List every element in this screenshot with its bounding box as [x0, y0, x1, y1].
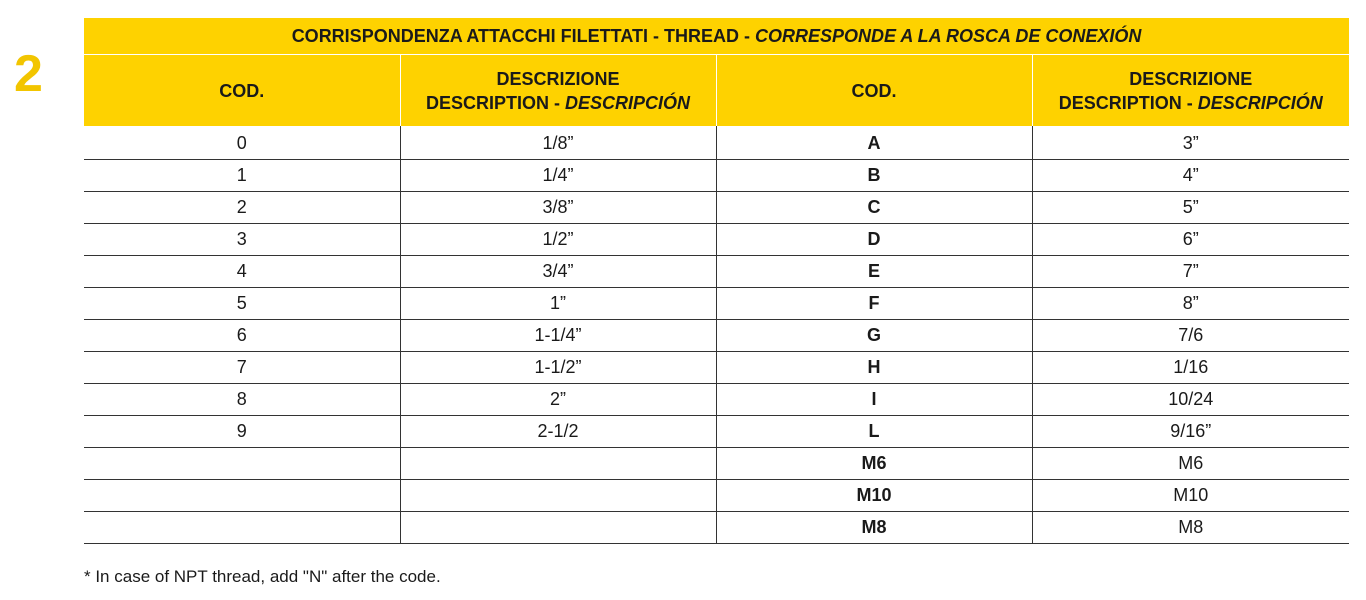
- description-left-cell: 1-1/2”: [400, 352, 716, 384]
- table-row: [84, 320, 1349, 352]
- table-row: [84, 352, 1349, 384]
- description-right-cell: 4”: [1032, 160, 1349, 192]
- table-row: [84, 288, 1349, 320]
- code-right-cell: F: [716, 288, 1032, 320]
- header-code-right: COD.: [716, 55, 1032, 127]
- header-desc-line1: DESCRIZIONE: [1129, 68, 1253, 89]
- code-right-cell: B: [716, 160, 1032, 192]
- table-row: [84, 126, 1349, 160]
- description-right-cell: 5”: [1032, 192, 1349, 224]
- table-body: [84, 126, 1349, 544]
- description-left-cell: 1/8”: [400, 126, 716, 160]
- table-row: [84, 192, 1349, 224]
- table-header-row: [84, 55, 1349, 127]
- header-desc-line2: [401, 91, 716, 115]
- code-right-cell: M10: [716, 480, 1032, 512]
- code-right-cell: A: [716, 126, 1032, 160]
- code-left-cell: 2: [84, 192, 400, 224]
- table-row: [84, 480, 1349, 512]
- table-row: [84, 384, 1349, 416]
- code-left-cell: 4: [84, 256, 400, 288]
- code-left-cell: 8: [84, 384, 400, 416]
- table-row: [84, 416, 1349, 448]
- description-left-cell: 2”: [400, 384, 716, 416]
- description-right-cell: 7/6: [1032, 320, 1349, 352]
- section-number: 2: [14, 45, 43, 103]
- description-right-cell: M10: [1032, 480, 1349, 512]
- footnote: * In case of NPT thread, add "N" after the code.: [84, 567, 441, 586]
- description-right-cell: 8”: [1032, 288, 1349, 320]
- description-left-cell: 3/4”: [400, 256, 716, 288]
- description-left-cell: [400, 512, 716, 544]
- table-title-main: CORRISPONDENZA ATTACCHI FILETTATI - THREAD -: [291, 25, 755, 46]
- code-left-cell: [84, 480, 400, 512]
- description-left-cell: 1-1/4”: [400, 320, 716, 352]
- description-left-cell: [400, 480, 716, 512]
- description-right-cell: M8: [1032, 512, 1349, 544]
- description-left-cell: 3/8”: [400, 192, 716, 224]
- table-row: [84, 512, 1349, 544]
- description-left-cell: 2-1/2: [400, 416, 716, 448]
- table-row: [84, 256, 1349, 288]
- code-right-cell: M8: [716, 512, 1032, 544]
- table-title-italic: CORRESPONDE A LA ROSCA DE CONEXIÓN: [754, 25, 1142, 46]
- table-row: [84, 160, 1349, 192]
- code-right-cell: I: [716, 384, 1032, 416]
- code-left-cell: [84, 448, 400, 480]
- description-right-cell: M6: [1032, 448, 1349, 480]
- table-title: [84, 18, 1349, 55]
- code-right-cell: D: [716, 224, 1032, 256]
- code-right-cell: H: [716, 352, 1032, 384]
- description-right-cell: 1/16: [1032, 352, 1349, 384]
- description-left-cell: 1”: [400, 288, 716, 320]
- header-desc-line1: DESCRIZIONE: [496, 68, 620, 89]
- code-right-cell: G: [716, 320, 1032, 352]
- description-right-cell: 6”: [1032, 224, 1349, 256]
- code-right-cell: C: [716, 192, 1032, 224]
- code-left-cell: 0: [84, 126, 400, 160]
- description-right-cell: 10/24: [1032, 384, 1349, 416]
- header-desc-italic: DESCRIPCIÓN: [1197, 92, 1323, 113]
- code-right-cell: L: [716, 416, 1032, 448]
- header-description-right: [1032, 55, 1349, 127]
- header-desc-italic: DESCRIPCIÓN: [565, 92, 691, 113]
- header-desc-plain: DESCRIPTION -: [425, 92, 565, 113]
- table-row: [84, 448, 1349, 480]
- description-right-cell: 7”: [1032, 256, 1349, 288]
- description-left-cell: [400, 448, 716, 480]
- description-right-cell: 9/16”: [1032, 416, 1349, 448]
- header-desc-line2: [1033, 91, 1350, 115]
- table-title-row: [84, 18, 1349, 55]
- code-left-cell: 7: [84, 352, 400, 384]
- code-right-cell: E: [716, 256, 1032, 288]
- code-left-cell: 3: [84, 224, 400, 256]
- code-left-cell: 5: [84, 288, 400, 320]
- code-left-cell: 1: [84, 160, 400, 192]
- thread-correspondence-table: [84, 18, 1349, 544]
- code-right-cell: M6: [716, 448, 1032, 480]
- header-description-left: [400, 55, 716, 127]
- code-left-cell: 9: [84, 416, 400, 448]
- table-row: [84, 224, 1349, 256]
- description-left-cell: 1/2”: [400, 224, 716, 256]
- description-left-cell: 1/4”: [400, 160, 716, 192]
- header-desc-plain: DESCRIPTION -: [1058, 92, 1198, 113]
- header-code-left: COD.: [84, 55, 400, 127]
- code-left-cell: 6: [84, 320, 400, 352]
- code-left-cell: [84, 512, 400, 544]
- description-right-cell: 3”: [1032, 126, 1349, 160]
